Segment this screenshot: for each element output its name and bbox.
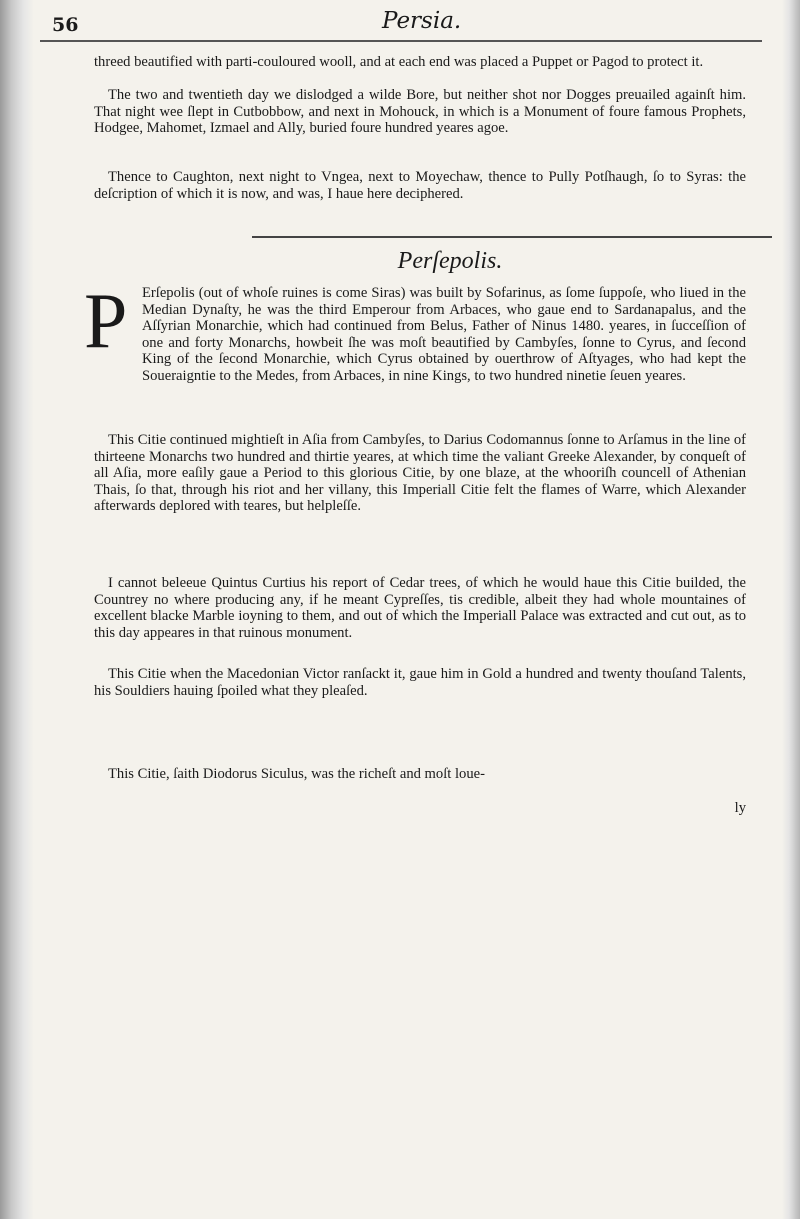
paragraph-2: The two and twentieth day we dislodged a wilde Bore, but neither shot nor Dogges preuailed againſt him. That night wee ſlept in Cutbobbow, and next in Mohouck, in which is a Monument of foure famous Prophets, Hodgee, Mahomet, Izmael and Ally, buried foure hundred yeares agoe.	[94, 87, 746, 137]
paragraph-4: Erſepolis (out of whoſe ruines is come Siras) was built by Sofarinus, as ſome ſuppoſe, who liued in the Median Dynaſty, he was the third Emperour from Arbaces, who gaue end to Sardanapalus, and the Aſſyrian Monarchie, which had continued from Belus, Father of Ninus 1480. yeares, in ſucceſſion of one and forty Monarchs, howbeit ſhe was moſt beautified by Cambyſes, ſonne to Cyrus, and ſecond King of the ſecond Monarchie, which Cyrus obtained by ouerthrow of Aſtyages, who had kept the Soueraigntie to the Medes, from Arbaces, in nine Kings, to two hundred ninetie ſeuen yeares.	[142, 285, 746, 384]
paragraph-1: threed beautified with parti-couloured wooll, and at each end was placed a Puppet or Pagod to protect it.	[94, 54, 704, 70]
paragraph-8: This Citie, ſaith Diodorus Siculus, was the richeſt and moſt loue-	[108, 766, 485, 782]
paragraph-6: I cannot beleeue Quintus Curtius his report of Cedar trees, of which he would haue this Citie builded, the Countrey no where producing any, if he meant Cypreſſes, tis credible, albeit they had whole mountaines of excellent blacke Marble ioyning to them, and out of which the Imperiall Palace was extracted and cut out, as to this day appeares in that ruinous monument.	[94, 575, 746, 641]
catchword: ly	[734, 800, 746, 816]
paragraph-5: This Citie continued mightieſt in Aſia from Cambyſes, to Darius Codomannus ſonne to Arſamus in the line of thirteene Monarchs two hundred and thirtie yeares, at which time the valiant Greeke Alexander, by conqueſt of all Aſia, more eaſily gaue a Period to this glorious Citie, by one blaze, at the whooriſh councell of Athenian Thais, ſo that, through his riot and her villany, this Imperiall Citie felt the flames of Warre, which Alexander afterwards deplored with teares, but helpleſſe.	[94, 432, 746, 515]
book-gutter-shadow	[0, 0, 34, 1219]
section-title: Perſepolis.	[397, 248, 503, 274]
page-number: 56	[52, 14, 79, 36]
running-head: Persia.	[382, 8, 462, 34]
header-rule	[40, 40, 762, 42]
paragraph-3: Thence to Caughton, next night to Vngea, next to Moyechaw, thence to Pully Potſhaugh, ſo to Syras: the deſcription of which it is now, and was, I haue here deciphered.	[94, 169, 746, 202]
section-separator	[252, 236, 772, 238]
drop-cap: P	[84, 277, 128, 364]
paragraph-7: This Citie when the Macedonian Victor ranſackt it, gaue him in Gold a hundred and twenty thouſand Talents, his Souldiers hauing ſpoiled what they pleaſed.	[94, 666, 746, 699]
page-edge-shadow	[782, 0, 800, 1219]
